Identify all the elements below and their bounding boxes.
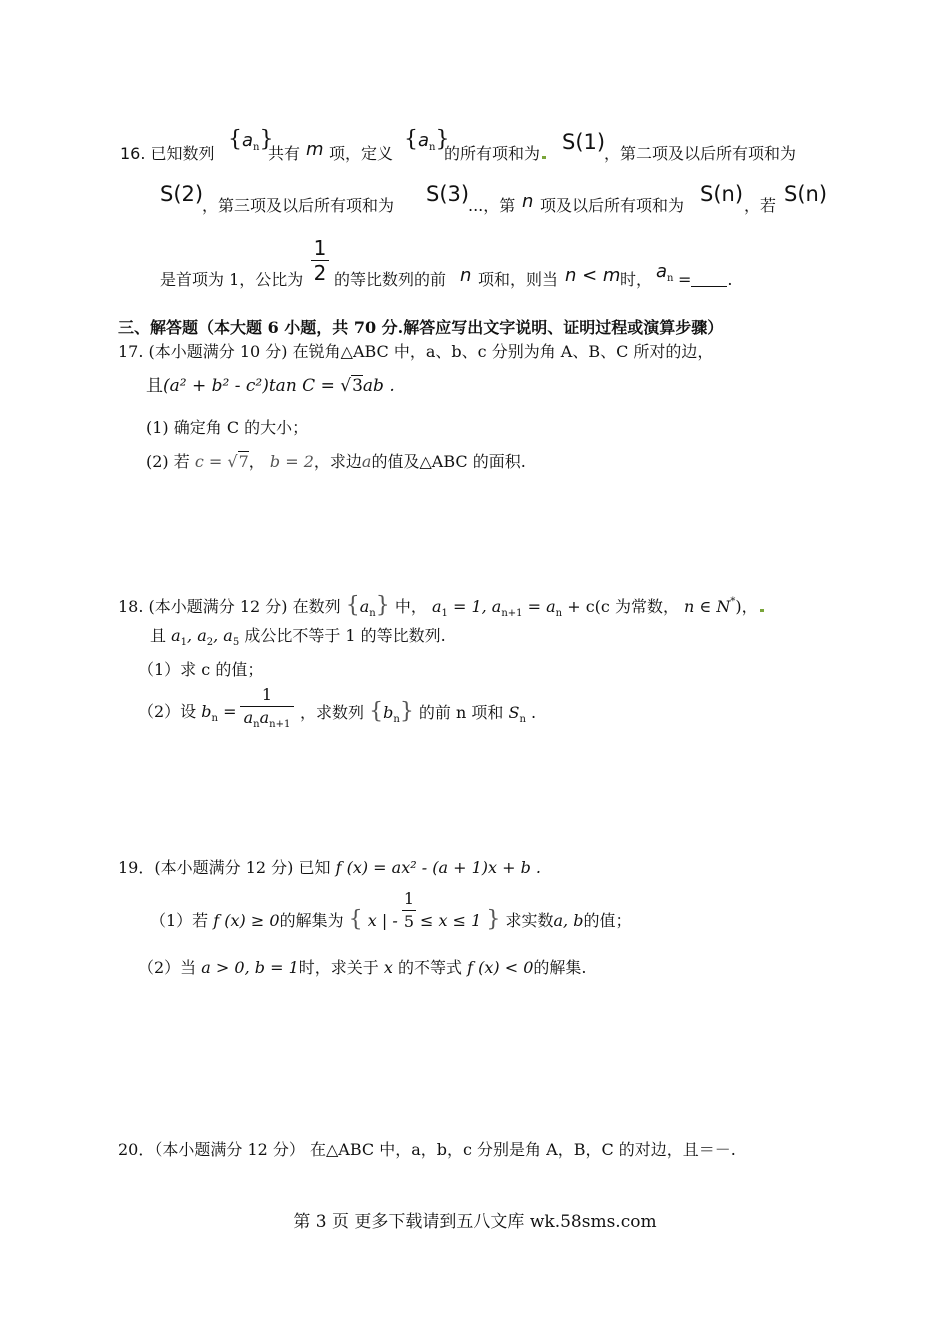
q18-part2-a: （2）设 $b_n$ = bbox=[138, 702, 237, 724]
section-heading: 三、解答题（本大题 6 小题，共 70 分.解答应写出文字说明、证明过程或演算步骤） bbox=[118, 318, 724, 337]
q16-line1: 16. 已知数列 bbox=[120, 144, 215, 163]
q19-heading: 19．(本小题满分 12 分) 已知 f (x) = ax² - (a + 1)x + b . bbox=[118, 858, 542, 877]
q16-sn: S(n) bbox=[700, 182, 744, 206]
q19-part2: （2）当 a > 0, b = 1时，求关于 x 的不等式 f (x) < 0的解集. bbox=[138, 958, 587, 977]
q16-condition: n < m bbox=[565, 265, 621, 286]
q18-part2-b: ，求数列 $\{b_n\}$ 的前 n 项和 $S_n$ . bbox=[300, 699, 537, 725]
q17-equation: 且(a² + b² - c²)tan C = √3ab . bbox=[146, 376, 395, 396]
q18-part1: （1）求 c 的值； bbox=[138, 660, 264, 679]
q18-fraction: 1 $a_na_{n+1}$ bbox=[240, 684, 294, 736]
q16-an: $a_n$ bbox=[656, 261, 674, 284]
q20-heading: 20．（本小题满分 12 分） 在△ABC 中，a，b，c 分别是角 A，B，C 的对边，且＝－. bbox=[118, 1140, 736, 1159]
q16-s3: S(3) bbox=[426, 182, 470, 206]
q19-part1-b: ≤ x ≤ 1 } 求实数a, b的值； bbox=[420, 907, 632, 932]
q17-part1: (1) 确定角 C 的大小； bbox=[146, 418, 309, 437]
q17-heading: 17. (本小题满分 10 分) 在锐角△ABC 中，a、b、c 分别为角 A、B、C 所对的边， bbox=[118, 342, 714, 361]
q18-heading: 18. (本小题满分 12 分) 在数列 $\{a_n\}$ 中， $a_1 = 1$, $a_{n+1} = a_n + c(c$ 为常数， n ∈ N*)， bbox=[118, 592, 764, 624]
q16-seq-an-2: $\{a_n\}$ bbox=[404, 127, 450, 153]
q16-seq-an: $\{a_n\}$ bbox=[228, 127, 274, 153]
q16-n: n bbox=[522, 191, 534, 212]
q17-part2: (2) 若 c = √7， b = 2，求边a的值及△ABC 的面积. bbox=[146, 452, 526, 471]
page-footer: 第 3 页 更多下载请到五八文库 wk.58sms.com bbox=[293, 1212, 657, 1232]
q16-m: m bbox=[306, 139, 324, 160]
q19-fraction: 1 5 bbox=[403, 889, 415, 931]
q16-s2: S(2) bbox=[160, 182, 204, 206]
answer-blank bbox=[691, 272, 727, 287]
q19-part1-a: （1）若 f (x) ≥ 0的解集为 { x | - bbox=[150, 907, 398, 932]
q16-fraction: 1 2 bbox=[311, 236, 329, 285]
q16-sn-2: S(n) bbox=[784, 182, 828, 206]
q18-line2: 且 $a_1$, $a_2$, $a_5$ 成公比不等于 1 的等比数列. bbox=[150, 626, 446, 648]
q16-s1: S(1) bbox=[562, 130, 606, 154]
q16-number: 16. bbox=[120, 144, 146, 163]
